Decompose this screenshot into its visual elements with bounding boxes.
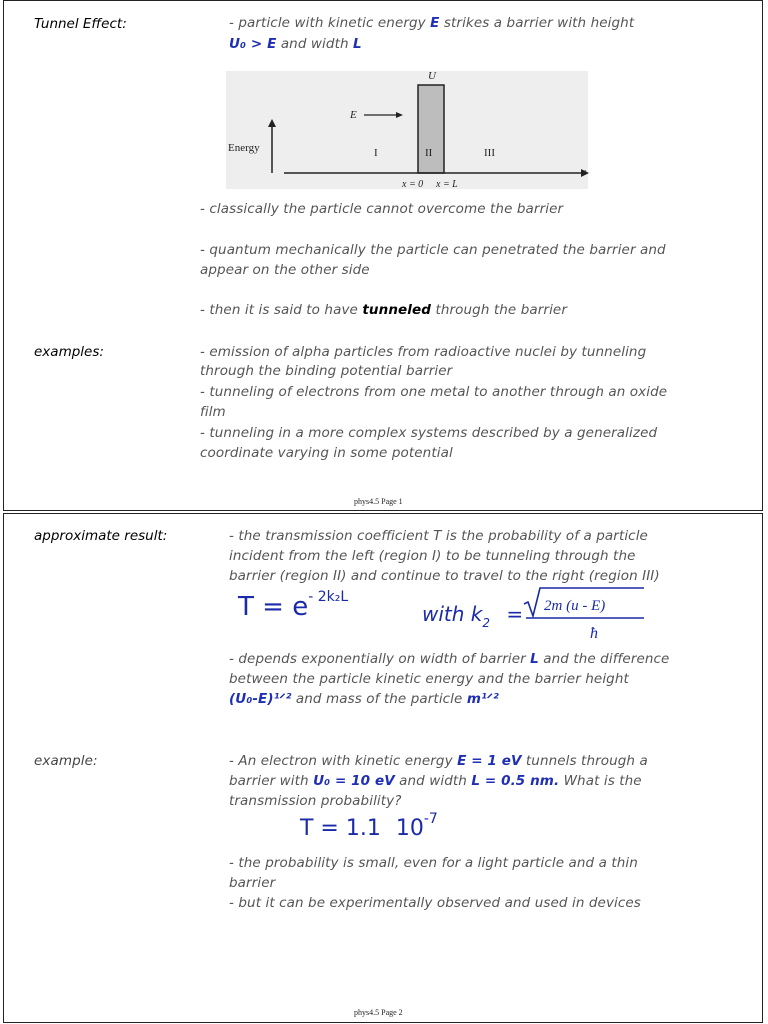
example-line-5: - tunneling in a more complex systems described by a generalized xyxy=(200,425,658,441)
page-1 xyxy=(3,0,763,511)
quantum-line-2: appear on the other side xyxy=(200,262,370,278)
examples-heading: examples: xyxy=(34,344,104,360)
sqrt-numerator: 2m (u - E) xyxy=(544,598,606,614)
figure-background xyxy=(226,71,588,189)
page-footer-2: phys4.5 Page 2 xyxy=(354,1008,403,1017)
approximate-result-heading: approximate result: xyxy=(34,528,168,544)
page-footer-1: phys4.5 Page 1 xyxy=(354,497,403,506)
tunnel-effect-heading: Tunnel Effect: xyxy=(34,16,127,32)
probability-line-1: - the probability is small, even for a light particle and a thin xyxy=(229,855,638,871)
label-region-I: I xyxy=(374,147,378,159)
transmission-line-3: barrier (region II) and continue to travel to the right (region III) xyxy=(229,568,660,584)
label-region-II: II xyxy=(425,147,433,159)
depends-line-1: - depends exponentially on width of barrier L and the difference xyxy=(229,651,670,667)
label-x: x xyxy=(581,166,586,178)
page-2 xyxy=(3,513,763,1023)
label-energy: Energy xyxy=(228,142,260,154)
example-line-4: film xyxy=(200,404,226,420)
formula-T: $T = e^{- 2k_2L}$ xyxy=(238,589,349,622)
formula-k2: with $k_2$ = xyxy=(422,602,524,630)
tunneled-line: - then it is said to have tunneled through the barrier xyxy=(200,302,567,318)
example-line-6: coordinate varying in some potential xyxy=(200,445,453,461)
label-xL: x = L xyxy=(436,179,458,190)
label-x0: x = 0 xyxy=(402,179,424,190)
example-text-2: barrier with U₀ = 10 eV and width L = 0.5 nm. What is the xyxy=(229,773,642,789)
label-E: E xyxy=(350,109,357,121)
example-line-2: through the binding potential barrier xyxy=(200,363,453,379)
classical-line: - classically the particle cannot overcome the barrier xyxy=(200,201,564,217)
example-text-3: transmission probability? xyxy=(229,793,402,809)
label-U: U xyxy=(428,70,436,82)
intro-line-1: - particle with kinetic energy E strikes a barrier with height xyxy=(229,15,635,31)
label-region-III: III xyxy=(484,147,495,159)
example-line-3: - tunneling of electrons from one metal to another through an oxide xyxy=(200,384,668,400)
transmission-line-2: incident from the left (region I) to be tunneling through the xyxy=(229,548,636,564)
probability-line-3: - but it can be experimentally observed and used in devices xyxy=(229,895,641,911)
transmission-line-1: - the transmission coefficient T is the probability of a particle xyxy=(229,528,648,544)
answer-value: T = 1.1 $10^{-7}$ xyxy=(300,811,438,841)
barrier-rect xyxy=(418,85,444,173)
fraction-denominator: ħ xyxy=(590,625,598,642)
depends-line-2: between the particle kinetic energy and the barrier height xyxy=(229,671,629,687)
sqrt-fraction xyxy=(520,586,650,642)
barrier-figure xyxy=(226,63,594,191)
intro-line-2: U₀ > E and width L xyxy=(229,36,362,52)
example-line-1: - emission of alpha particles from radioactive nuclei by tunneling xyxy=(200,344,647,360)
example-text-1: - An electron with kinetic energy E = 1 eV tunnels through a xyxy=(229,753,648,769)
depends-line-3: (U₀-E)¹ᐟ² and mass of the particle m¹ᐟ² xyxy=(229,691,499,707)
quantum-line-1: - quantum mechanically the particle can penetrated the barrier and xyxy=(200,242,666,258)
example-heading: example: xyxy=(34,753,98,769)
probability-line-2: barrier xyxy=(229,875,276,891)
